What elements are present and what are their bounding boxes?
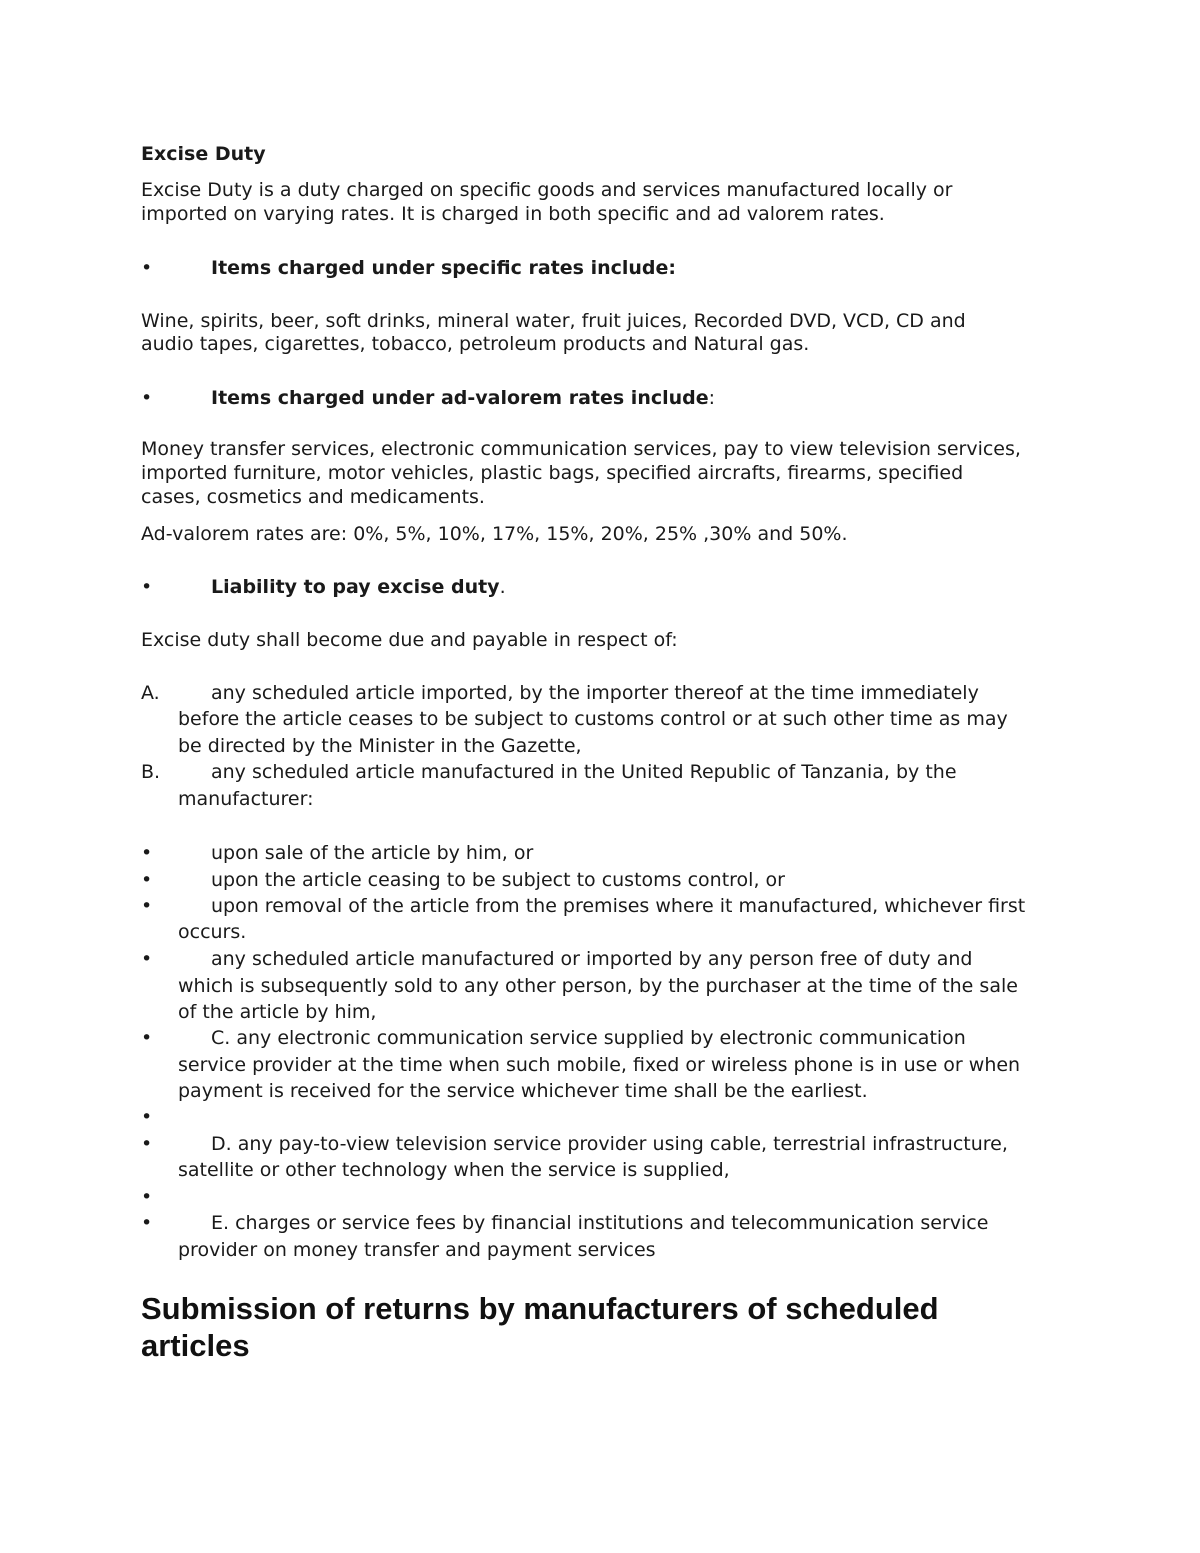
section-heading xyxy=(141,1290,939,1364)
section-heading-line-2: articles xyxy=(141,1328,250,1363)
advalorem-heading-row xyxy=(211,386,715,410)
item-b-line-1: any scheduled article manufactured in the United Republic of Tanzania, by the xyxy=(211,761,957,783)
liability-heading-period: . xyxy=(499,576,506,598)
sub-item-9-line-2: provider on money transfer and payment services xyxy=(178,1239,656,1261)
bullet-icon: • xyxy=(141,257,153,279)
sub-item-3-line-1: upon removal of the article from the premises where it manufactured, whichever first xyxy=(211,895,1026,917)
bullet-icon: • xyxy=(141,1027,153,1049)
item-a-line-1: any scheduled article imported, by the importer thereof at the time immediately xyxy=(211,682,979,704)
sub-item-4-line-1: any scheduled article manufactured or imported by any person free of duty and xyxy=(211,948,973,970)
advalorem-heading: Items charged under ad-valorem rates include xyxy=(211,387,709,409)
sub-item-5-line-2: service provider at the time when such mobile, fixed or wireless phone is in use or when xyxy=(178,1054,1021,1076)
bullet-icon: • xyxy=(141,1186,153,1208)
sub-item-4-line-2: which is subsequently sold to any other person, by the purchaser at the time of the sale xyxy=(178,975,1018,997)
sub-item-3-line-2: occurs. xyxy=(178,921,247,943)
advalorem-rates: Ad-valorem rates are: 0%, 5%, 10%, 17%, 15%, 20%, 25% ,30% and 50%. xyxy=(141,523,848,545)
item-b-line-2: manufacturer: xyxy=(178,788,314,810)
advalorem-items-line-1: Money transfer services, electronic communication services, pay to view television services, xyxy=(141,438,1021,460)
list-letter-a: A. xyxy=(141,682,160,704)
bullet-icon: • xyxy=(141,1106,153,1128)
bullet-icon: • xyxy=(141,387,153,409)
bullet-icon: • xyxy=(141,576,153,598)
item-a-line-2: before the article ceases to be subject to customs control or at such other time as may xyxy=(178,708,1008,730)
bullet-icon: • xyxy=(141,842,153,864)
bullet-icon: • xyxy=(141,869,153,891)
section-heading-line-1: Submission of returns by manufacturers of scheduled xyxy=(141,1291,939,1326)
sub-item-7-line-1: D. any pay-to-view television service provider using cable, terrestrial infrastructure, xyxy=(211,1133,1008,1155)
sub-item-5-line-3: payment is received for the service whichever time shall be the earliest. xyxy=(178,1080,868,1102)
advalorem-items-line-2: imported furniture, motor vehicles, plastic bags, specified aircrafts, firearms, specified xyxy=(141,462,964,484)
advalorem-heading-colon: : xyxy=(708,387,716,409)
sub-item-9-line-1: E. charges or service fees by financial institutions and telecommunication service xyxy=(211,1212,989,1234)
sub-item-5-line-1: C. any electronic communication service supplied by electronic communication xyxy=(211,1027,966,1049)
intro-line-1: Excise Duty is a duty charged on specific goods and services manufactured locally or xyxy=(141,179,953,201)
item-a-line-3: be directed by the Minister in the Gazette, xyxy=(178,735,582,757)
liability-heading: Liability to pay excise duty xyxy=(211,576,500,598)
bullet-icon: • xyxy=(141,895,153,917)
advalorem-items-line-3: cases, cosmetics and medicaments. xyxy=(141,486,485,508)
liability-heading-row xyxy=(211,575,506,599)
document-title: Excise Duty xyxy=(141,143,266,165)
list-letter-b: B. xyxy=(141,761,161,783)
specific-rates-heading: Items charged under specific rates include: xyxy=(211,257,677,279)
liability-intro: Excise duty shall become due and payable in respect of: xyxy=(141,629,678,651)
bullet-icon: • xyxy=(141,948,153,970)
bullet-icon: • xyxy=(141,1212,153,1234)
sub-item-7-line-2: satellite or other technology when the service is supplied, xyxy=(178,1159,730,1181)
sub-item-2-line-1: upon the article ceasing to be subject to customs control, or xyxy=(211,869,785,891)
intro-line-2: imported on varying rates. It is charged in both specific and ad valorem rates. xyxy=(141,203,885,225)
sub-item-4-line-3: of the article by him, xyxy=(178,1001,377,1023)
sub-item-1-line-1: upon sale of the article by him, or xyxy=(211,842,534,864)
specific-items-line-2: audio tapes, cigarettes, tobacco, petroleum products and Natural gas. xyxy=(141,333,810,355)
specific-items-line-1: Wine, spirits, beer, soft drinks, mineral water, fruit juices, Recorded DVD, VCD, CD and xyxy=(141,310,966,332)
bullet-icon: • xyxy=(141,1133,153,1155)
